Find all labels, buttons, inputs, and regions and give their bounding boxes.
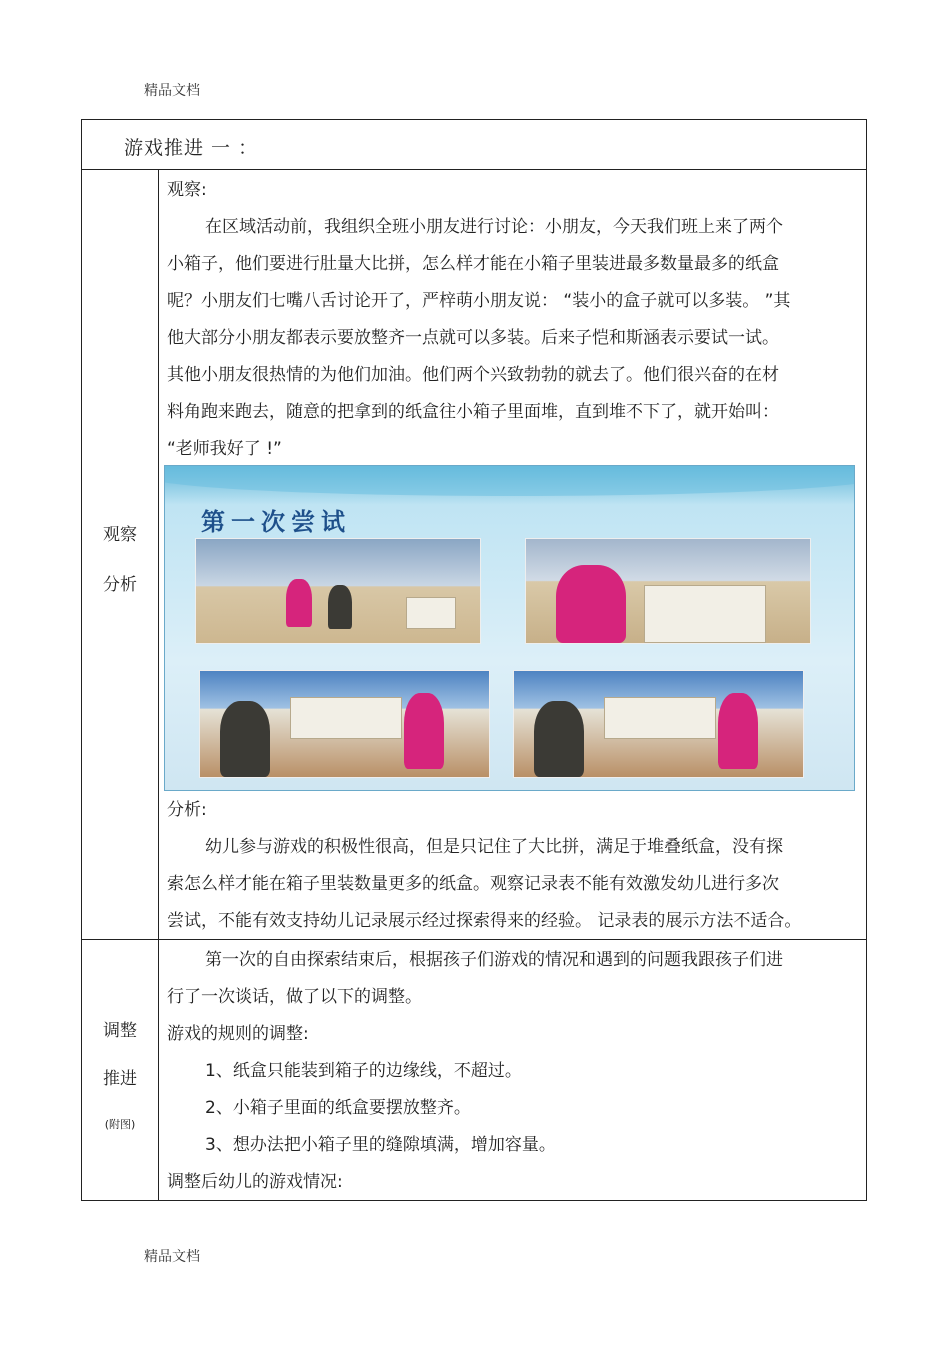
row-label-analyze: 分析 (103, 575, 137, 595)
observe-line: “老师我好了 !” (167, 439, 282, 459)
photo-title: 第一次尝试 (201, 507, 351, 536)
box-stack (604, 697, 716, 739)
decorative-wave (165, 466, 854, 496)
analysis-line: 尝试，不能有效支持幼儿记录展示经过探索得来的经验。 记录表的展示方法不适合。 (167, 911, 802, 931)
child-figure (556, 565, 626, 643)
row-label-observe: 观察 (103, 525, 137, 545)
photo-collage (165, 466, 854, 790)
box-stack (406, 597, 456, 629)
child-figure (220, 701, 270, 777)
column-divider (158, 169, 159, 1200)
photo-2 (525, 538, 811, 644)
rule-item: 1、纸盒只能装到箱子的边缘线，不超过。 (205, 1061, 522, 1081)
box-stack (644, 585, 766, 643)
analysis-line: 索怎么样才能在箱子里装数量更多的纸盒。观察记录表不能有效激发幼儿进行多次 (167, 874, 779, 894)
observe-line: 他大部分小朋友都表示要放整齐一点就可以多装。后来子恺和斯涵表示要试一试。 (167, 328, 779, 348)
row-label-note: (附图) (104, 1118, 136, 1131)
result-heading: 调整后幼儿的游戏情况: (167, 1172, 343, 1192)
row-label-adjust: 调整 (103, 1021, 137, 1041)
rules-heading: 游戏的规则的调整: (167, 1024, 309, 1044)
table-title: 游戏推进 一 ： (124, 137, 259, 159)
analysis-heading: 分析: (167, 800, 207, 820)
child-figure (534, 701, 584, 777)
observation-section (167, 172, 857, 468)
adjust-line: 行了一次谈话，做了以下的调整。 (167, 987, 422, 1007)
rule-item: 2、小箱子里面的纸盒要摆放整齐。 (205, 1098, 471, 1118)
rule-item: 3、想办法把小箱子里的缝隙填满，增加容量。 (205, 1135, 556, 1155)
page-header: 精品文档 (144, 83, 200, 99)
observe-heading: 观察: (167, 180, 207, 200)
page-footer: 精品文档 (144, 1249, 200, 1265)
child-figure (328, 585, 352, 629)
row-label-advance: 推进 (103, 1069, 137, 1089)
observe-line: 在区域活动前，我组织全班小朋友进行讨论：小朋友，今天我们班上来了两个 (205, 217, 783, 237)
observe-line: 料角跑来跑去，随意的把拿到的纸盒往小箱子里面堆，直到堆不下了，就开始叫： (167, 402, 779, 422)
record-table (81, 119, 867, 1201)
child-figure (286, 579, 312, 627)
observe-line: 其他小朋友很热情的为他们加油。他们两个兴致勃勃的就去了。他们很兴奋的在材 (167, 365, 779, 385)
adjust-line: 第一次的自由探索结束后，根据孩子们游戏的情况和遇到的问题我跟孩子们进 (205, 950, 783, 970)
photo-1 (195, 538, 481, 644)
observe-line: 小箱子，他们要进行肚量大比拼，怎么样才能在小箱子里装进最多数量最多的纸盒 (167, 254, 779, 274)
observe-line: 呢？小朋友们七嘴八舌讨论开了，严梓萌小朋友说： “装小的盒子就可以多装。 ”其 (167, 291, 791, 311)
analysis-line: 幼儿参与游戏的积极性很高，但是只记住了大比拼，满足于堆叠纸盒，没有探 (205, 837, 783, 857)
analysis-section (167, 792, 857, 940)
table-divider (82, 169, 866, 170)
adjustment-section (167, 942, 857, 1201)
box-stack (290, 697, 402, 739)
child-figure (718, 693, 758, 769)
photo-3 (199, 670, 490, 778)
child-figure (404, 693, 444, 769)
photo-4 (513, 670, 804, 778)
